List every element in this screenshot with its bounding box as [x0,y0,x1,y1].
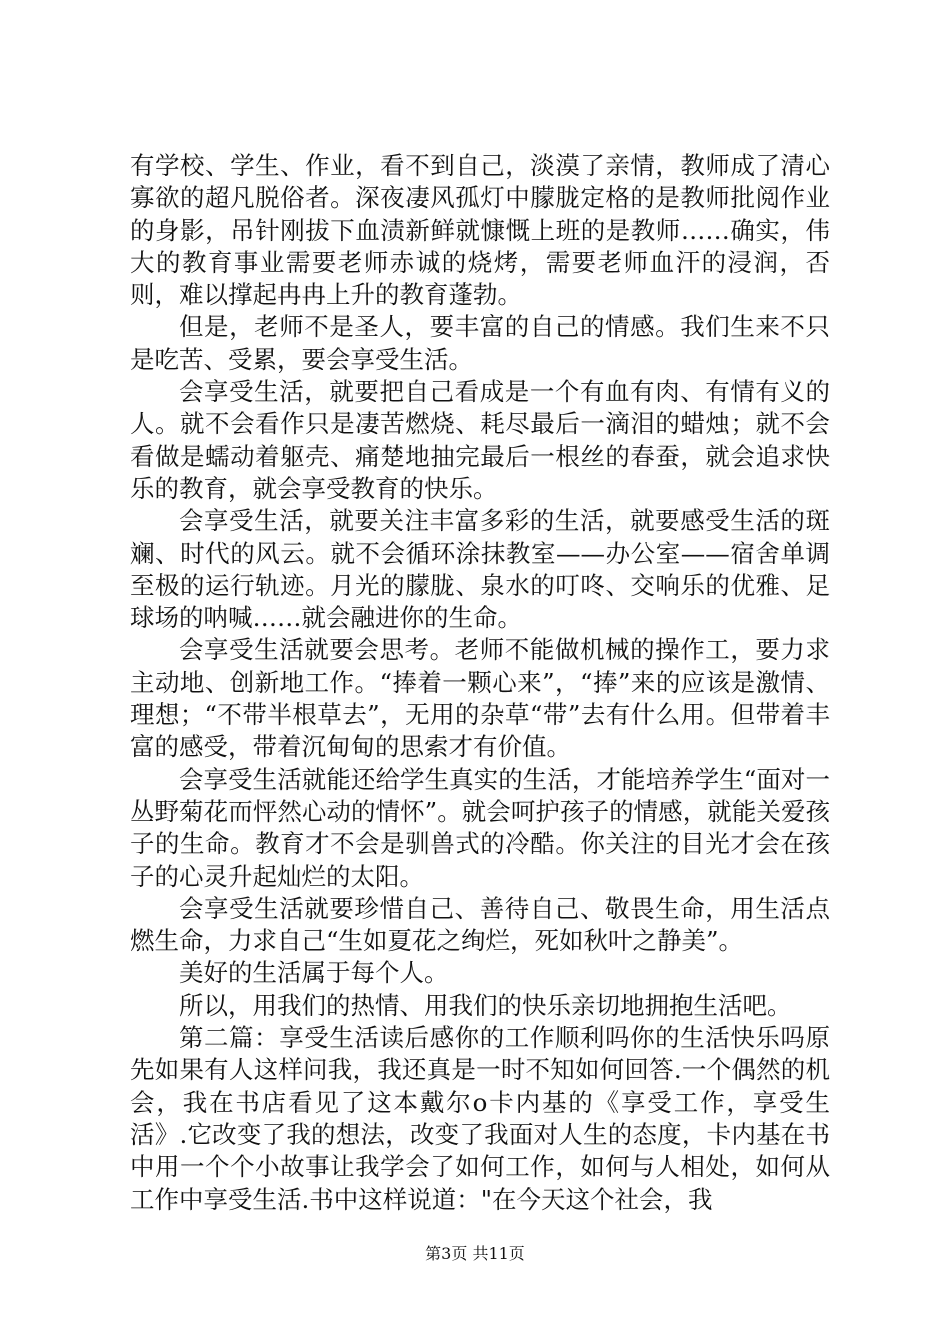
paragraph-2: 但是，老师不是圣人，要丰富的自己的情感。我们生来不只是吃苦、受累，要会享受生活。 [130,312,830,374]
paragraph-9: 所以，用我们的热情、用我们的快乐亲切地拥抱生活吧。 [179,990,792,1020]
paragraph-6: 会享受生活就能还给学生真实的生活，才能培养学生“面对一丛野菊花而怦然心动的情怀”。就会呵护孩子的情感，就能关爱孩子的生命。教育才不会是驯兽式的冷酷。你关注的目光才会在孩子的心灵升起灿烂的太阳。 [130,764,830,891]
paragraph-5: 会享受生活就要会思考。老师不能做机械的操作工，要力求主动地、创新地工作。“捧着一颗心来”，“捧”来的应该是激情、理想；“不带半根草去”，无用的杂草“带”去有什么用。但带着丰富的感受，带着沉甸甸的思索才有价值。 [130,635,830,762]
paragraph-8: 美好的生活属于每个人。 [179,958,449,988]
paragraph-7: 会享受生活就要珍惜自己、善待自己、敬畏生命，用生活点燃生命，力求自己“生如夏花之绚烂，死如秋叶之静美”。 [130,893,830,956]
document-body [130,150,830,1216]
page-footer: 第3页 共11页 [425,1244,525,1263]
paragraph-1: 有学校、学生、作业，看不到自己，淡漠了亲情，教师成了清心寡欲的超凡脱俗者。深夜凄风孤灯中朦胧定格的是教师批阅作业的身影，吊针刚拔下血渍新鲜就慷慨上班的是教师……确实，伟大的教育事业需要老师赤诚的烧烤，需要老师血汗的浸润，否则，难以撑起冉冉上升的教育蓬勃。 [130,151,830,310]
paragraph-10: 第二篇：享受生活读后感你的工作顺利吗你的生活快乐吗原先如果有人这样问我，我还真是一时不知如何回答.一个偶然的机会，我在书店看见了这本戴尔o卡内基的《享受工作，享受生活》.它改变了我的想法，改变了我面对人生的态度，卡内基在书中用一个个小故事让我学会了如何工作，如何与人相处，如何从工作中享受生活.书中这样说道："在今天这个社会，我 [130,1023,830,1214]
paragraph-4: 会享受生活，就要关注丰富多彩的生活，就要感受生活的斑斓、时代的风云。就不会循环涂抹教室——办公室——宿舍单调至极的运行轨迹。月光的朦胧、泉水的叮咚、交响乐的优雅、足球场的呐喊……就会融进你的生命。 [130,506,830,633]
paragraph-3: 会享受生活，就要把自己看成是一个有血有肉、有情有义的人。就不会看作只是凄苦燃烧、耗尽最后一滴泪的蜡烛；就不会看做是蠕动着躯壳、痛楚地抽完最后一根丝的春蚕，就会追求快乐的教育，就会享受教育的快乐。 [130,377,830,503]
